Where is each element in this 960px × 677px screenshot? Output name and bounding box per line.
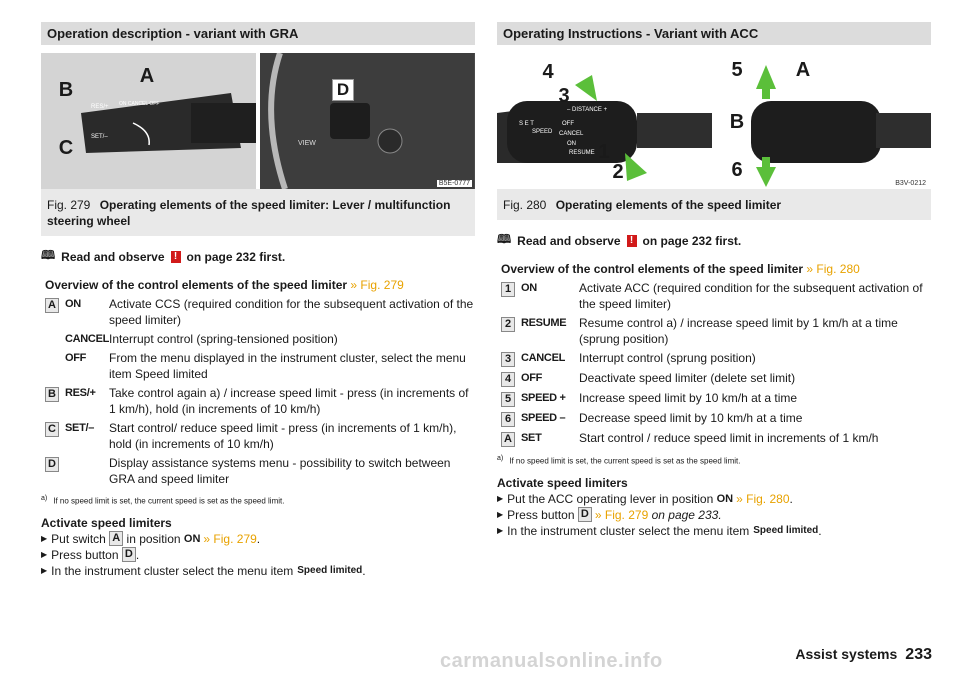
fig280-label-2: 2 xyxy=(612,160,624,183)
acc-lever-panel-1 xyxy=(497,53,712,189)
step-item: ▶ Put switch A in position ON » Fig. 279 . xyxy=(41,531,261,546)
table-row: CANCEL Interrupt control (spring-tensioned position) xyxy=(65,332,338,346)
key-label: B xyxy=(45,387,59,402)
wheel-text-view: VIEW xyxy=(298,140,316,147)
left-column xyxy=(41,22,475,579)
step-ref[interactable]: » Fig. 279 xyxy=(203,531,257,546)
section-header-gra: Operation description - variant with GRA xyxy=(41,22,475,45)
figure-280 xyxy=(497,53,931,220)
acc-lever-illustration-2 xyxy=(716,53,931,189)
svg-text:SPEED: SPEED xyxy=(532,129,553,135)
key-label: A xyxy=(501,432,515,447)
lever-text-on: ON CANCEL OFF xyxy=(119,101,160,107)
read-observe-right: 🕮 Read and observe ! on page 232 first. xyxy=(497,230,931,251)
triangle-icon: ▶ xyxy=(497,525,504,535)
fig280-label-b: B xyxy=(729,110,745,133)
triangle-icon: ▶ xyxy=(41,549,48,559)
table-row: 6 SPEED – Decrease speed limit by 10 km/h at a time xyxy=(501,410,931,427)
fig280-label-3: 3 xyxy=(558,84,570,107)
acc-lever-illustration-1 xyxy=(497,53,712,189)
fig279-code: B5E-0777 xyxy=(438,180,470,187)
fig279-label-c: C xyxy=(58,136,74,159)
step-ref[interactable]: » Fig. 280 xyxy=(736,491,790,506)
key-label: 1 xyxy=(501,282,515,297)
fig280-label-a: A xyxy=(795,58,811,81)
table-row: D Display assistance systems menu - possibility to switch between GRA and speed limiter xyxy=(45,455,475,487)
fig280-code: B3V-0212 xyxy=(895,180,926,187)
warning-icon: ! xyxy=(627,235,637,247)
fig280-label-4: 4 xyxy=(542,60,554,83)
overview-left-ref[interactable]: » Fig. 279 xyxy=(350,278,404,292)
table-row: 5 SPEED + Increase speed limit by 10 km/h at a time xyxy=(501,390,931,407)
book-icon: 🕮 xyxy=(497,232,512,246)
key-label: 5 xyxy=(501,392,515,407)
table-row: 3 CANCEL Interrupt control (sprung position) xyxy=(501,350,931,367)
controls-table-right xyxy=(497,280,931,447)
wheel-panel xyxy=(260,53,475,189)
controls-table-left xyxy=(41,296,475,487)
right-column xyxy=(497,22,931,539)
triangle-icon: ▶ xyxy=(497,509,504,519)
svg-text:CANCEL: CANCEL xyxy=(559,131,584,137)
fig279-number: Fig. 279 xyxy=(47,198,91,212)
lever-text-res: RES/+ xyxy=(91,104,109,110)
fig279-label-b: B xyxy=(58,78,74,101)
table-row: OFF From the menu displayed in the instrument cluster, select the menu item Speed limited xyxy=(65,351,466,381)
activate-left: Activate speed limiters ▶ Put switch A in position ON » Fig. 279 . ▶ Press button D . ▶ In the instrument cluster select the menu item Speed limited . xyxy=(41,515,475,579)
warning-icon: ! xyxy=(171,251,181,263)
step-item: ▶ Put the ACC operating lever in position ON » Fig. 280 . xyxy=(497,491,793,506)
table-row: 1 ON Activate ACC (required condition for the subsequent activation of the speed limiter) xyxy=(501,280,931,312)
table-row: A SET Start control / reduce speed limit in increments of 1 km/h xyxy=(501,430,931,447)
footer-section: Assist systems xyxy=(795,646,898,662)
key-label: D xyxy=(45,457,59,472)
footnote-right: $^{a)}$ If no speed limit is set, the current speed is set as the speed limit. xyxy=(497,455,741,466)
read-observe-left: 🕮 Read and observe ! on page 232 first. xyxy=(41,246,475,267)
svg-text:RESUME: RESUME xyxy=(569,150,595,156)
fig280-label-1: 1 xyxy=(598,140,610,163)
table-row: B RES/+ Take control again a) / increase speed limit - press (in increments of 1 km/h), hold (in increments of 10 km/h) xyxy=(45,385,475,417)
page-number: 233 xyxy=(905,646,932,663)
overview-right: Overview of the control elements of the speed limiter » Fig. 280 xyxy=(501,262,860,276)
step-ref[interactable]: » Fig. 279 xyxy=(594,507,649,522)
step-item: ▶ Press button D » Fig. 279 on page 233. xyxy=(497,507,722,522)
table-row: C SET/– Start control/ reduce speed limit - press (in increments of 1 km/h), hold (in increments of 10 km/h) xyxy=(45,420,475,452)
key-label: C xyxy=(45,422,59,437)
fig279-label-a: A xyxy=(139,64,155,87)
figure-280-caption xyxy=(497,189,931,220)
svg-text:– DISTANCE +: – DISTANCE + xyxy=(567,107,608,113)
fig279-label-d: D xyxy=(332,79,354,101)
activate-right: Activate speed limiters ▶ Put the ACC operating lever in position ON » Fig. 280 . ▶ Press button D » Fig. 279 on page 233. ▶ In the instrument cluster select the menu item Speed limited . xyxy=(497,475,931,539)
section-header-acc: Operating Instructions - Variant with ACC xyxy=(497,22,931,45)
fig280-number: Fig. 280 xyxy=(503,198,547,212)
wheel-illustration xyxy=(260,53,474,189)
table-row: 2 RESUME Resume control a) / increase speed limit by 1 km/h at a time (sprung position) xyxy=(501,315,931,347)
svg-text:ON: ON xyxy=(567,141,576,147)
svg-text:OFF: OFF xyxy=(562,121,574,127)
book-icon: 🕮 xyxy=(41,248,56,262)
step-item: ▶ In the instrument cluster select the menu item Speed limited . xyxy=(497,523,822,538)
triangle-icon: ▶ xyxy=(41,533,48,543)
table-row: A ON Activate CCS (required condition for the subsequent activation of the speed limiter) xyxy=(45,296,475,328)
fig280-title: Operating elements of the speed limiter xyxy=(555,198,782,212)
figure-280-image xyxy=(497,53,931,189)
key-label: 3 xyxy=(501,352,515,367)
figure-279-caption xyxy=(41,189,475,236)
key-label: 2 xyxy=(501,317,515,332)
fig279-title: Operating elements of the speed limiter: Lever / multifunction steering wheel xyxy=(47,198,451,228)
svg-text:S E T: S E T xyxy=(519,121,534,127)
page-footer xyxy=(795,646,932,664)
key-label: 6 xyxy=(501,412,515,427)
footnote-left: $^{a)}$ If no speed limit is set, the current speed is set as the speed limit. xyxy=(41,495,285,506)
step-item: ▶ In the instrument cluster select the menu item Speed limited . xyxy=(41,563,366,578)
triangle-icon: ▶ xyxy=(41,565,48,575)
figure-279-image xyxy=(41,53,475,189)
fig280-label-5: 5 xyxy=(731,58,743,81)
key-label: A xyxy=(45,298,59,313)
acc-lever-panel-2 xyxy=(716,53,931,189)
overview-left: Overview of the control elements of the speed limiter » Fig. 279 xyxy=(45,278,404,292)
fig280-label-6: 6 xyxy=(731,158,743,181)
key-label: 4 xyxy=(501,372,515,387)
overview-right-ref[interactable]: » Fig. 280 xyxy=(806,262,860,276)
lever-panel xyxy=(41,53,256,189)
watermark: carmanualsonline.info xyxy=(440,650,663,672)
step-item: ▶ Press button D . xyxy=(41,547,140,562)
triangle-icon: ▶ xyxy=(497,493,504,503)
figure-279 xyxy=(41,53,475,236)
table-row: 4 OFF Deactivate speed limiter (delete set limit) xyxy=(501,370,931,387)
lever-text-set: SET/– xyxy=(91,134,108,140)
